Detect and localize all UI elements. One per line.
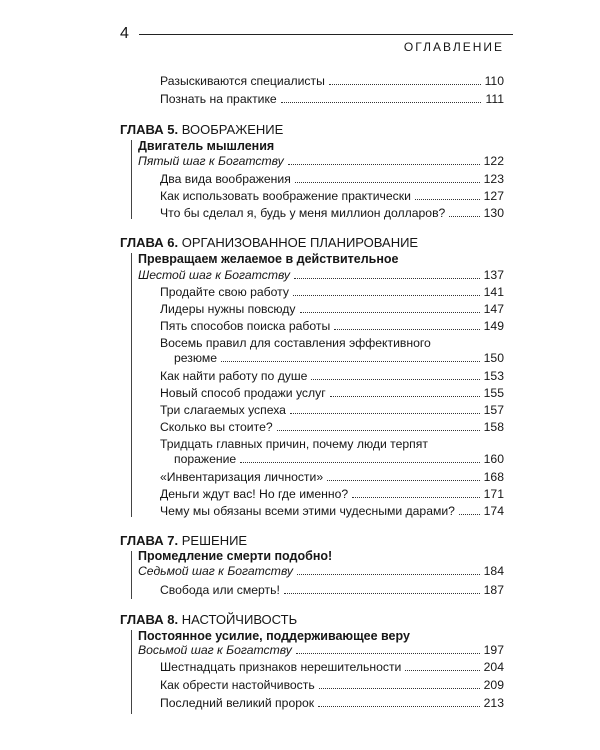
chapter-label: ГЛАВА 5.: [120, 122, 179, 137]
entry-page: 149: [483, 319, 504, 333]
leader-dots: [300, 312, 480, 313]
toc-entry-last-line: [160, 351, 504, 366]
toc-entry[interactable]: [160, 583, 504, 598]
entry-title: Лидеры нужны повсюду: [160, 302, 296, 316]
entry-page: 130: [483, 206, 504, 220]
leader-dots: [459, 514, 480, 515]
entry-title-line2: резюме: [174, 351, 218, 365]
entry-title: Три слагаемых успеха: [160, 403, 286, 417]
leader-dots: [288, 164, 480, 165]
leader-dots: [240, 462, 479, 463]
entry-page: 111: [485, 92, 504, 106]
toc-entry[interactable]: [160, 92, 504, 107]
entry-page: 155: [483, 386, 504, 400]
entry-title: Свобода или смерть!: [160, 583, 280, 597]
header-rule: [139, 34, 513, 35]
entry-page: 158: [483, 420, 504, 434]
running-title: ОГЛАВЛЕНИЕ: [403, 40, 504, 54]
toc-entry[interactable]: [160, 660, 504, 675]
entry-page: 150: [483, 351, 504, 365]
toc-step-entry[interactable]: [138, 154, 504, 169]
toc-entry-multiline[interactable]: [160, 436, 504, 467]
leader-dots: [290, 413, 480, 414]
leader-dots: [319, 688, 480, 689]
toc-step-entry[interactable]: [138, 643, 504, 658]
chapter-heading: [120, 122, 283, 137]
toc-entry[interactable]: [160, 319, 504, 334]
chapter-bar: [131, 140, 132, 219]
entry-page: 127: [483, 189, 504, 203]
entry-page: 174: [483, 504, 504, 518]
chapter-label: ГЛАВА 6.: [120, 235, 179, 250]
entry-title: Два вида воображения: [160, 172, 291, 186]
entry-page: 204: [483, 660, 504, 674]
leader-dots: [318, 706, 480, 707]
entry-page: 147: [483, 302, 504, 316]
leader-dots: [296, 653, 480, 654]
entry-page: 110: [484, 74, 504, 88]
entry-title: Восьмой шаг к Богатству: [138, 643, 292, 657]
entry-page: 209: [483, 678, 504, 692]
toc-entry-last-line: [160, 452, 504, 467]
entry-title: Пять способов поиска работы: [160, 319, 331, 333]
toc-entry[interactable]: [160, 189, 504, 204]
entry-title-line1: Восемь правил для составления эффективного: [160, 336, 431, 350]
section-title: Превращаем желаемое в действительное: [138, 252, 399, 266]
entry-title: Разыскиваются специалисты: [160, 74, 325, 88]
section-title: Постоянное усилие, поддерживающее веру: [138, 629, 410, 643]
entry-title: Новый способ продажи услуг: [160, 386, 326, 400]
leader-dots: [221, 361, 480, 362]
leader-dots: [449, 216, 479, 217]
chapter-bar: [131, 630, 132, 714]
chapter-label: ГЛАВА 8.: [120, 612, 179, 627]
toc-entry[interactable]: [160, 696, 504, 711]
toc-step-entry[interactable]: [138, 268, 504, 283]
leader-dots: [293, 295, 480, 296]
entry-title: Как использовать воображение практически: [160, 189, 411, 203]
toc-entry-multiline[interactable]: [160, 335, 504, 366]
chapter-bar: [131, 253, 132, 517]
entry-title: Седьмой шаг к Богатству: [138, 564, 293, 578]
entry-page: 171: [483, 487, 504, 501]
leader-dots: [334, 329, 479, 330]
leader-dots: [297, 574, 480, 575]
chapter-title: НАСТОЙЧИВОСТЬ: [181, 612, 298, 627]
leader-dots: [415, 199, 480, 200]
toc-entry[interactable]: [160, 386, 504, 401]
toc-entry[interactable]: [160, 504, 504, 519]
toc-entry[interactable]: [160, 285, 504, 300]
entry-title-line2: поражение: [174, 452, 237, 466]
entry-title: Шестнадцать признаков нерешительности: [160, 660, 402, 674]
entry-title: «Инвентаризация личности»: [160, 470, 324, 484]
section-title: Промедление смерти подобно!: [138, 549, 333, 563]
entry-page: 123: [483, 172, 504, 186]
entry-title: Пятый шаг к Богатству: [138, 154, 284, 168]
toc-entry[interactable]: [160, 678, 504, 693]
entry-page: 141: [483, 285, 504, 299]
entry-title: Деньги ждут вас! Но где именно?: [160, 487, 349, 501]
chapter-heading: [120, 235, 418, 250]
chapter-title: ОРГАНИЗОВАННОЕ ПЛАНИРОВАНИЕ: [181, 235, 419, 250]
chapter-title: ВООБРАЖЕНИЕ: [181, 122, 284, 137]
toc-entry[interactable]: [160, 403, 504, 418]
entry-page: 168: [483, 470, 504, 484]
toc-step-entry[interactable]: [138, 564, 504, 579]
toc-entry[interactable]: [160, 420, 504, 435]
toc-entry[interactable]: [160, 172, 504, 187]
entry-title: Чему мы обязаны всеми этими чудесными дарами?: [160, 504, 455, 518]
entry-title-line1: Тридцать главных причин, почему люди терпят: [160, 437, 428, 451]
entry-page: 122: [483, 154, 504, 168]
toc-entry[interactable]: [160, 369, 504, 384]
leader-dots: [294, 278, 480, 279]
toc-entry[interactable]: [160, 206, 504, 221]
leader-dots: [277, 430, 480, 431]
leader-dots: [281, 102, 482, 103]
leader-dots: [405, 670, 479, 671]
toc-entry[interactable]: [160, 470, 504, 485]
entry-title: Как обрести настойчивость: [160, 678, 315, 692]
entry-page: 157: [483, 403, 504, 417]
leader-dots: [330, 396, 480, 397]
entry-page: 184: [483, 564, 504, 578]
leader-dots: [295, 182, 480, 183]
section-title: Двигатель мышления: [138, 139, 275, 153]
entry-title: Сколько вы стоите?: [160, 420, 273, 434]
toc-entry[interactable]: [160, 302, 504, 317]
chapter-label: ГЛАВА 7.: [120, 533, 179, 548]
chapter-bar: [131, 551, 132, 599]
entry-title: Последний великий пророк: [160, 696, 315, 710]
toc-entry[interactable]: [160, 74, 504, 89]
entry-page: 213: [483, 696, 504, 710]
leader-dots: [284, 593, 480, 594]
entry-title: Познать на практике: [160, 92, 277, 106]
leader-dots: [329, 84, 481, 85]
entry-page: 153: [483, 369, 504, 383]
page-number: 4: [120, 25, 129, 42]
leader-dots: [311, 379, 479, 380]
toc-entry[interactable]: [160, 487, 504, 502]
entry-page: 160: [483, 452, 504, 466]
entry-title: Что бы сделал я, будь у меня миллион долларов?: [160, 206, 446, 220]
entry-page: 197: [483, 643, 504, 657]
leader-dots: [327, 480, 480, 481]
entry-title: Продайте свою работу: [160, 285, 289, 299]
chapter-heading: [120, 612, 297, 627]
entry-title: Шестой шаг к Богатству: [138, 268, 291, 282]
leader-dots: [352, 497, 479, 498]
entry-title: Как найти работу по душе: [160, 369, 308, 383]
entry-page: 137: [483, 268, 504, 282]
chapter-heading: [120, 533, 247, 548]
entry-page: 187: [483, 583, 504, 597]
chapter-title: РЕШЕНИЕ: [181, 533, 248, 548]
